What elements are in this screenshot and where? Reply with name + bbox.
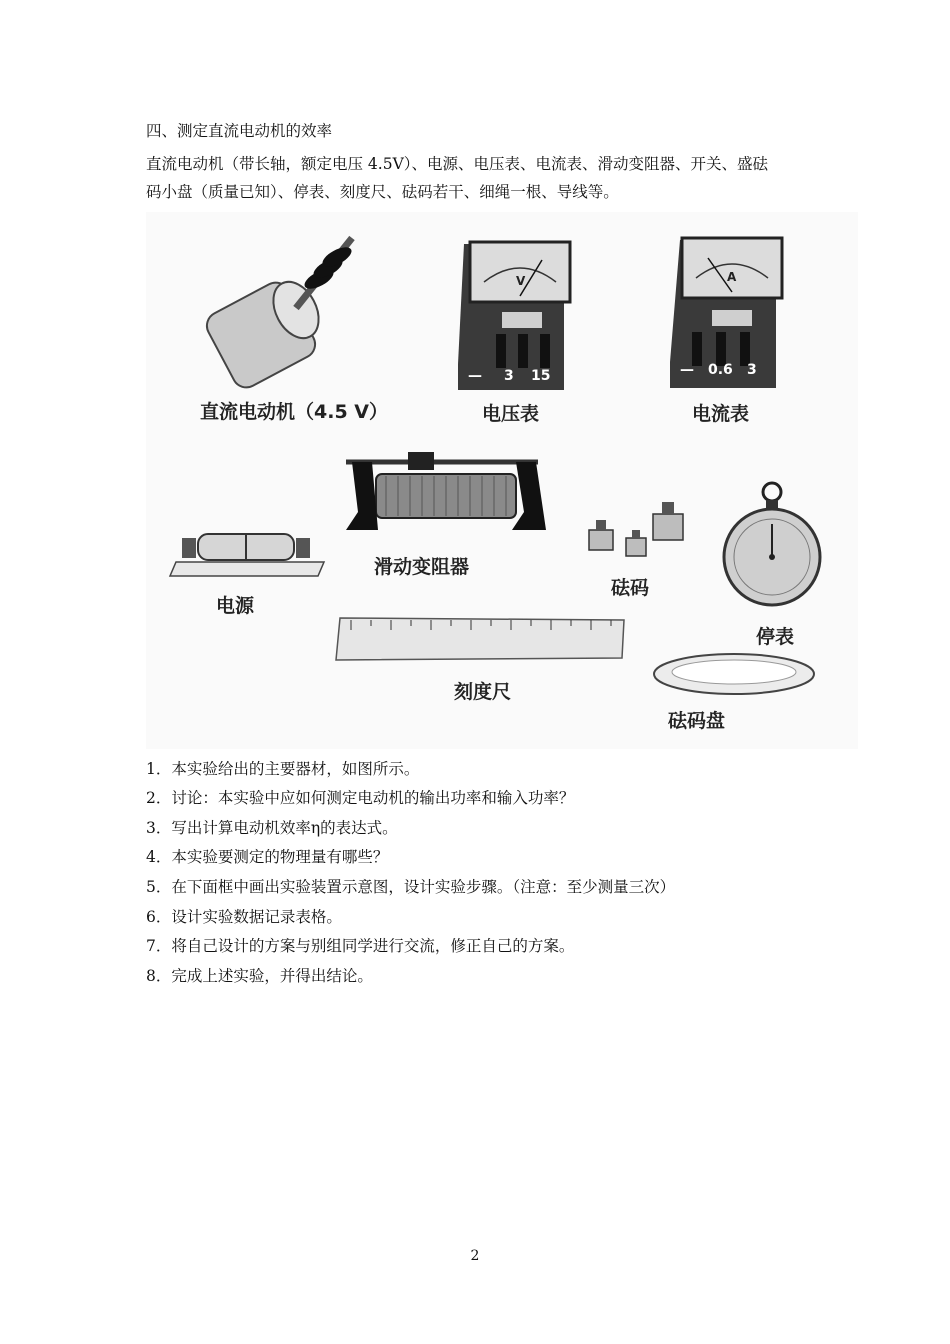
question-1: 1．本实验给出的主要器材，如图所示。 — [146, 760, 420, 778]
label-weight-pan: 砝码盘 — [668, 710, 726, 732]
weight-pan-image — [654, 654, 814, 694]
dc-motor-image — [202, 238, 354, 392]
label-stopwatch: 停表 — [756, 626, 795, 648]
page-number: 2 — [470, 1248, 480, 1264]
voltmeter-unit: V — [516, 274, 526, 288]
question-8: 8．完成上述实验，并得出结论。 — [146, 967, 373, 985]
section-title: 四、测定直流电动机的效率 — [146, 122, 333, 140]
apparatus-illustration — [146, 212, 858, 749]
rheostat-image — [346, 452, 546, 530]
ruler-image — [336, 618, 624, 660]
stopwatch-image — [724, 483, 820, 605]
ammeter-terminal-0-6: 0.6 — [708, 362, 733, 378]
ammeter-terminal-3: 3 — [747, 362, 757, 378]
label-motor: 直流电动机（4.5 V） — [200, 401, 388, 423]
label-ammeter: 电流表 — [692, 403, 750, 425]
question-7: 7．将自己设计的方案与别组同学进行交流，修正自己的方案。 — [146, 937, 575, 955]
apparatus-figure — [146, 212, 858, 749]
question-5: 5．在下面框中画出实验装置示意图，设计实验步骤。（注意：至少测量三次） — [146, 878, 676, 896]
question-6: 6．设计实验数据记录表格。 — [146, 908, 342, 926]
label-rheostat: 滑动变阻器 — [374, 556, 470, 578]
voltmeter-terminal-minus: — — [468, 368, 482, 384]
battery-image — [170, 534, 324, 576]
question-3: 3．写出计算电动机效率η的表达式。 — [146, 819, 398, 837]
label-ruler: 刻度尺 — [454, 681, 512, 703]
materials-line-2: 码小盘（质量已知）、停表、刻度尺、砝码若干、细绳一根、导线等。 — [146, 183, 619, 201]
ammeter-unit: A — [727, 270, 737, 284]
question-2: 2．讨论：本实验中应如何测定电动机的输出功率和输入功率？ — [146, 789, 575, 807]
label-power-supply: 电源 — [216, 595, 255, 617]
ammeter-terminal-minus: — — [680, 362, 694, 378]
question-4: 4．本实验要测定的物理量有哪些？ — [146, 848, 389, 866]
weights-image — [589, 502, 683, 556]
voltmeter-terminal-3: 3 — [504, 368, 514, 384]
voltmeter-terminal-15: 15 — [531, 368, 551, 384]
label-weights: 砝码 — [611, 577, 650, 599]
materials-line-1: 直流电动机（带长轴，额定电压 4.5V）、电源、电压表、电流表、滑动变阻器、开关、盛砝 — [146, 155, 769, 173]
label-voltmeter: 电压表 — [482, 403, 540, 425]
